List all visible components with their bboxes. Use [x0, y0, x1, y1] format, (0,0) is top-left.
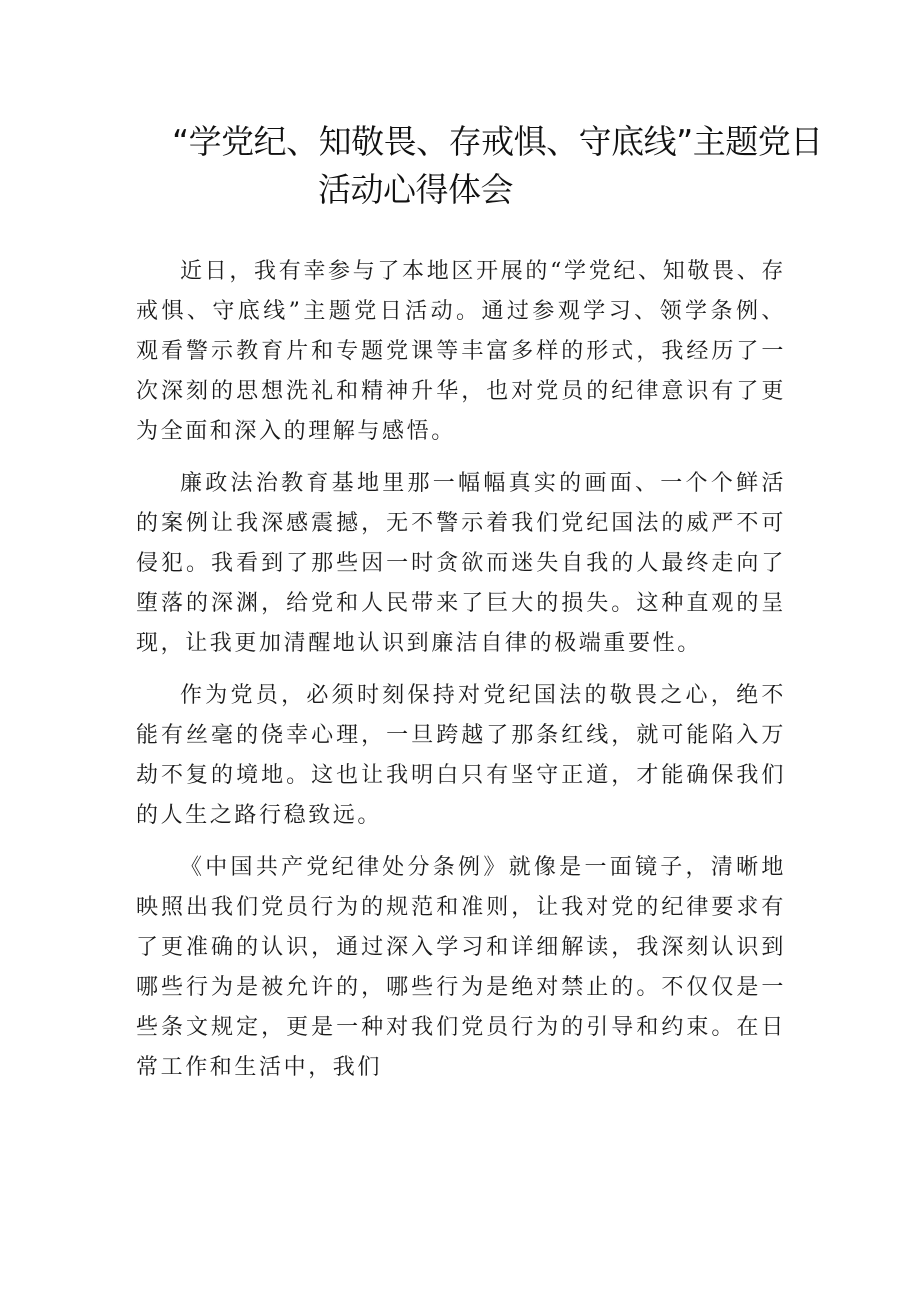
paragraph-1: 近日，我有幸参与了本地区开展的“学党纪、知敬畏、存戒惧、守底线”主题党日活动。通过参观学习、领学条例、观看警示教育片和专题党课等丰富多样的形式，我经历了一次深刻的思想洗礼和精神升华，也对党员的纪律意识有了更为全面和深入的理解与感悟。	[136, 259, 786, 444]
paragraph-2: 廉政法治教育基地里那一幅幅真实的画面、一个个鲜活的案例让我深感震撼，无不警示着我们党纪国法的威严不可侵犯。我看到了那些因一时贪欲而迷失自我的人最终走向了堕落的深渊，给党和人民带来了巨大的损失。这种直观的呈现，让我更加清醒地认识到廉洁自律的极端重要性。	[136, 471, 786, 656]
title-line-1: “学党纪、知敬畏、存戒惧、守底线”主题党日	[172, 122, 823, 161]
document-body	[136, 252, 786, 1100]
paragraph-4: 《中国共产党纪律处分条例》就像是一面镜子，清晰地映照出我们党员行为的规范和准则，让我对党的纪律要求有了更准确的认识，通过深入学习和详细解读，我深刻认识到哪些行为是被允许的，哪些行为是绝对禁止的。不仅仅是一些条文规定，更是一种对我们党员行为的引导和约束。在日常工作和生活中，我们	[136, 855, 786, 1080]
paragraph-3: 作为党员，必须时刻保持对党纪国法的敬畏之心，绝不能有丝毫的侥幸心理，一旦跨越了那条红线，就可能陷入万劫不复的境地。这也让我明白只有坚守正道，才能确保我们的人生之路行稳致远。	[136, 683, 786, 828]
document-title	[140, 118, 823, 214]
title-line-2: 活动心得体会	[318, 170, 513, 209]
